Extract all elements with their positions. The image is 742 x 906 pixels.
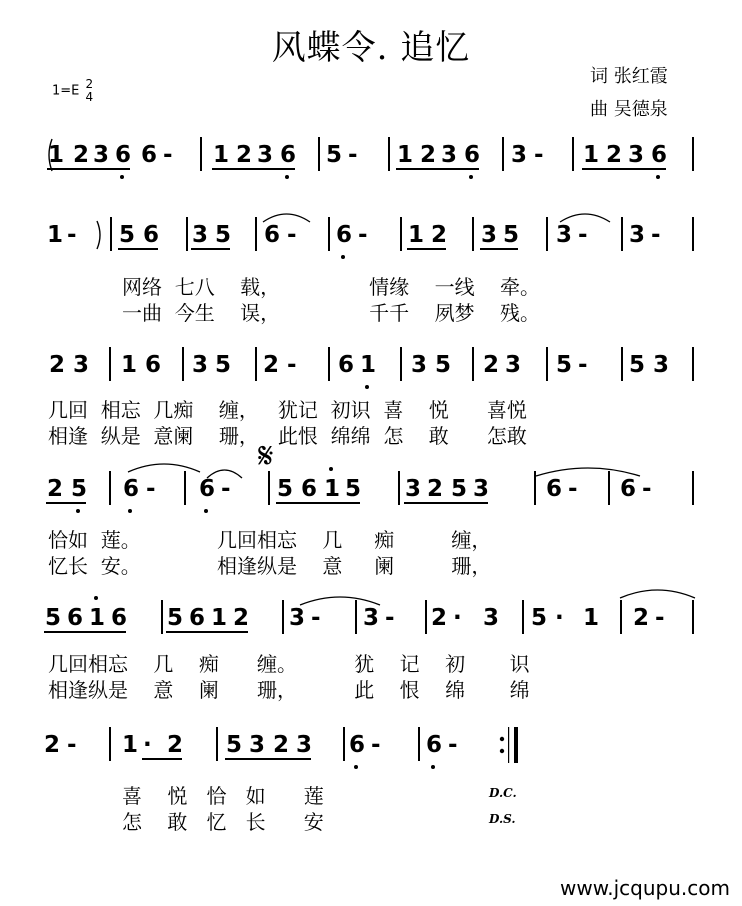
score-note: 1 xyxy=(324,476,341,502)
score-note: - xyxy=(371,732,381,758)
repeat-dot xyxy=(500,737,504,741)
score-note: 3 xyxy=(481,222,498,248)
score-note: 5 xyxy=(277,476,294,502)
composer-credit: 曲 吴德泉 xyxy=(590,99,668,120)
score-note: 5 xyxy=(215,352,232,378)
score-note: - xyxy=(67,222,77,248)
score-note: - xyxy=(568,476,578,502)
score-note: 6 xyxy=(426,732,443,758)
lyric-line: 相逢 纵是 意阑 珊， 此恨 绵绵 怎 敢 怎敢 xyxy=(48,424,527,448)
dc-marking: D.C. xyxy=(489,786,517,800)
tie-arc xyxy=(207,470,242,478)
segno-sign: 𝄋 xyxy=(258,436,274,477)
score-note: - xyxy=(221,476,231,502)
score-note: 1 xyxy=(89,605,106,631)
lyric-line: 喜 悦 恰 如 莲 xyxy=(122,784,324,808)
score-note: 6 xyxy=(67,605,84,631)
score-note: 6 xyxy=(111,605,128,631)
score-note: 6 xyxy=(336,222,353,248)
score-note: 6 xyxy=(123,476,140,502)
score-note: 5 xyxy=(226,732,243,758)
score-note: 3 xyxy=(511,142,528,168)
score-note: 2 xyxy=(236,142,253,168)
tie-arc xyxy=(263,214,310,222)
repeat-end-bar xyxy=(514,727,518,763)
score-note: 1 xyxy=(122,732,139,758)
score-note: - xyxy=(448,732,458,758)
score-note: - xyxy=(578,352,588,378)
score-note: 5 xyxy=(451,476,468,502)
score-note: 3 xyxy=(73,352,90,378)
tie-arc xyxy=(620,590,695,598)
score-note: 6 xyxy=(349,732,366,758)
lyric-line: 恰如 莲。 几回相忘 几 痴 缠， xyxy=(48,528,492,552)
score-note: 3 xyxy=(405,476,422,502)
score-note: - xyxy=(67,732,77,758)
score-note: 6 xyxy=(464,142,481,168)
score-note: 3 xyxy=(289,605,306,631)
lyric-line: 怎 敢 忆 长 安 xyxy=(122,810,324,834)
score-note: 1 xyxy=(47,222,64,248)
score-note: 5 xyxy=(531,605,548,631)
score-note: 2 xyxy=(273,732,290,758)
score-note: - xyxy=(655,605,665,631)
tie-arc xyxy=(300,597,380,605)
lyric-line: 相逢纵是 意 阑 珊， 此 恨 绵 绵 xyxy=(48,678,530,702)
score-note: 6 xyxy=(651,142,668,168)
score-note: 3 xyxy=(257,142,274,168)
time-unit: 4 xyxy=(85,90,94,104)
score-note: 3 xyxy=(629,222,646,248)
score-note: 5 xyxy=(167,605,184,631)
score-note: 2 xyxy=(431,222,448,248)
score-note: 5 xyxy=(629,352,646,378)
score-note: 3 xyxy=(192,222,209,248)
score-note: 3 xyxy=(483,605,500,631)
score-note: 1 xyxy=(583,142,600,168)
score-note: 6 xyxy=(620,476,637,502)
score-note: 5 xyxy=(215,222,232,248)
score-note: 1 xyxy=(408,222,425,248)
key-label: 1=E xyxy=(52,83,80,99)
score-note: 2 xyxy=(633,605,650,631)
score-note: 5 xyxy=(345,476,362,502)
score-note: 3 xyxy=(192,352,209,378)
score-note: - xyxy=(348,142,358,168)
score-note: - xyxy=(287,222,297,248)
score-note: 2 xyxy=(73,142,90,168)
score-note: 6 xyxy=(199,476,216,502)
time-beats: 2 xyxy=(85,77,94,91)
score-note: 6 xyxy=(143,222,160,248)
score-note: 6 xyxy=(264,222,281,248)
score-note: 6 xyxy=(145,352,162,378)
lyric-line: 几回 相忘 几痴 缠， 犹记 初识 喜 悦 喜悦 xyxy=(48,398,527,422)
score-note: 6 xyxy=(141,142,158,168)
score-note: 3 xyxy=(93,142,110,168)
score-note: 1 xyxy=(121,352,138,378)
score-note: 1 xyxy=(211,605,228,631)
score-note: - xyxy=(385,605,395,631)
score-note: 1 xyxy=(583,605,600,631)
lyric-line: 忆长 安。 相逢纵是 意 阑 珊， xyxy=(48,554,492,578)
score-note: 1 xyxy=(360,352,377,378)
score-note: - xyxy=(311,605,321,631)
score-note: 2 xyxy=(47,476,64,502)
score-note: 1 xyxy=(213,142,230,168)
score-note: 2 xyxy=(49,352,66,378)
score-note: 5 xyxy=(71,476,88,502)
score-note: - xyxy=(534,142,544,168)
score-note: 2 xyxy=(431,605,448,631)
lyric-line: 几回相忘 几 痴 缠。 犹 记 初 识 xyxy=(48,652,530,676)
end-paren xyxy=(97,221,100,249)
score-note: 5 xyxy=(45,605,62,631)
lyric-line: 网络 七八 载， 情缘 一线 牵。 xyxy=(122,275,541,299)
score-note: 5 xyxy=(503,222,520,248)
score-note: 1 xyxy=(48,142,65,168)
score-note: 2 xyxy=(167,732,184,758)
song-title: 风蝶令. 追忆 xyxy=(271,28,471,68)
score-note: · xyxy=(555,605,564,631)
score-note: 2 xyxy=(233,605,250,631)
score-note: 2 xyxy=(483,352,500,378)
score-note: 3 xyxy=(411,352,428,378)
score-note: 2 xyxy=(44,732,61,758)
repeat-dot xyxy=(500,749,504,753)
score-note: 5 xyxy=(556,352,573,378)
repeat-end-bar xyxy=(508,727,509,763)
score-note: 5 xyxy=(119,222,136,248)
score-note: 2 xyxy=(427,476,444,502)
lyricist-credit: 词 张红霞 xyxy=(590,66,668,87)
score-note: 6 xyxy=(189,605,206,631)
tie-arc xyxy=(560,214,610,222)
score-note: - xyxy=(642,476,652,502)
tie-arc xyxy=(128,464,200,472)
score-note: - xyxy=(358,222,368,248)
score-note: 6 xyxy=(115,142,132,168)
score-note: 3 xyxy=(441,142,458,168)
lyric-line: 一曲 今生 误， 千千 夙梦 残。 xyxy=(122,301,541,325)
score-note: · xyxy=(143,732,152,758)
ds-marking: D.S. xyxy=(489,812,516,826)
tie-arc xyxy=(536,468,640,476)
score-note: 5 xyxy=(326,142,343,168)
score-note: 3 xyxy=(296,732,313,758)
score-note: 6 xyxy=(546,476,563,502)
score-note: 1 xyxy=(397,142,414,168)
score-note: 6 xyxy=(280,142,297,168)
score-note: 2 xyxy=(606,142,623,168)
score-note: 3 xyxy=(628,142,645,168)
score-note: 3 xyxy=(505,352,522,378)
start-brace xyxy=(49,139,52,171)
score-note: - xyxy=(578,222,588,248)
score-note: 5 xyxy=(435,352,452,378)
score-note: 3 xyxy=(556,222,573,248)
score-note: - xyxy=(651,222,661,248)
score-note: 3 xyxy=(363,605,380,631)
score-note: 2 xyxy=(263,352,280,378)
score-note: 3 xyxy=(473,476,490,502)
score-note: - xyxy=(163,142,173,168)
score-note: 3 xyxy=(249,732,266,758)
score-note: · xyxy=(453,605,462,631)
score-note: - xyxy=(146,476,156,502)
score-note: 6 xyxy=(338,352,355,378)
score-note: 2 xyxy=(420,142,437,168)
site-watermark: www.jcqupu.com xyxy=(560,876,730,900)
score-note: 3 xyxy=(653,352,670,378)
score-note: 6 xyxy=(301,476,318,502)
score-note: - xyxy=(287,352,297,378)
